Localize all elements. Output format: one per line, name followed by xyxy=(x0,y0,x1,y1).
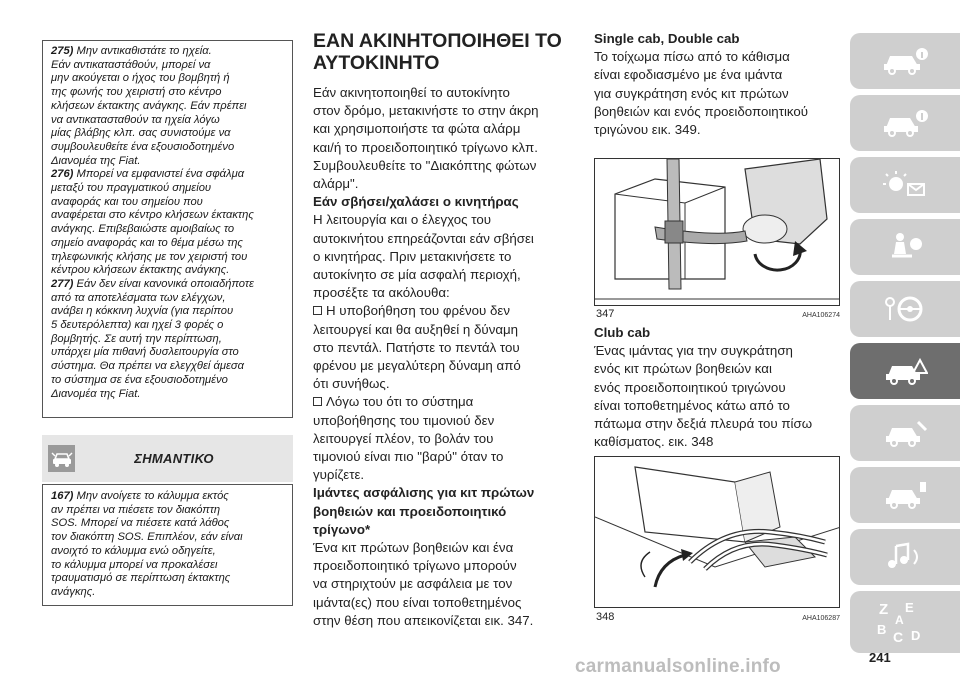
notes-box xyxy=(42,40,293,418)
car-warning-icon xyxy=(48,445,75,472)
bullet-text: Η υποβοήθηση του φρένου δεν λειτουργεί και θα αυξηθεί η δύναμη στο πεντάλ. Πατήστε το πεντάλ του φρένου με μεγαλύτερη δύναμη από ότι συνήθως. xyxy=(313,303,521,392)
note-number: 276) xyxy=(51,168,74,181)
important-heading xyxy=(42,435,293,482)
tab-index[interactable] xyxy=(850,591,960,653)
maintenance-car-icon xyxy=(882,418,928,448)
right-column xyxy=(594,30,840,139)
steering-wheel-key-icon xyxy=(882,294,928,324)
bullet-steering xyxy=(313,393,563,484)
svg-text:B: B xyxy=(877,622,887,637)
bullet-brake xyxy=(313,302,563,393)
seat-strap-illustration xyxy=(595,159,840,306)
floor-strap-illustration xyxy=(595,457,840,608)
watermark: carmanualsonline.info xyxy=(575,656,781,677)
tab-car-key-info[interactable] xyxy=(850,95,960,151)
note-number: 167) xyxy=(51,490,74,502)
tab-breakdown-emergency[interactable] xyxy=(850,343,960,399)
straps-paragraph: Ένα κιτ πρώτων βοηθειών και ένα προειδοποιητικό τρίγωνο μπορούν να στηριχτούν με ασφάλεια με τον ιμάντα(ες) που είναι τοποθετημένος στην θέση που απεικονίζεται εικ. 347. xyxy=(313,540,534,628)
tab-dashboard-lights[interactable] xyxy=(850,157,960,213)
svg-text:A: A xyxy=(895,613,904,627)
note-text: Μπορεί να εμφανιστεί ένα σφάλμα μεταξύ του πραγματικού σημείου αναφοράς και του σημείου που αναφέρεται στο κέντρο κλήσεων έκτακτης ανάγκης. Επιβεβαιώστε αμοιβαίως το σημείο αναφοράς και το θέμα μέσω της τηλεφωνικής κλήσης με τον χειριστή του κέντρου κλήσεων έκτακτης ανάγκης. xyxy=(51,168,254,277)
section-title: ΕΑΝ ΑΚΙΝΗΤΟΠΟΙΗΘΕΙ ΤΟ ΑΥΤΟΚΙΝΗΤΟ xyxy=(313,30,562,74)
car-info-icon xyxy=(882,46,928,76)
figure-number: 348 xyxy=(596,611,615,623)
svg-text:D: D xyxy=(911,628,921,643)
technical-data-icon xyxy=(882,480,928,510)
engine-paragraph: Η λειτουργία και ο έλεγχος του αυτοκινήτου επηρεάζονται εάν σβήσει ο κινητήρας. Πριν μετακινήσετε το αυτοκίνητο σε μία ασφαλή περιοχή, προσέξτε τα ακόλουθα: xyxy=(313,212,534,301)
multimedia-icon xyxy=(882,542,928,572)
figure-347 xyxy=(594,158,840,306)
note-276 xyxy=(51,168,286,278)
middle-column xyxy=(313,30,563,630)
figure-348 xyxy=(594,456,840,608)
tab-maintenance-car[interactable] xyxy=(850,405,960,461)
tab-car-info[interactable] xyxy=(850,33,960,89)
figure-code: AHA106274 xyxy=(802,312,840,319)
tab-multimedia[interactable] xyxy=(850,529,960,585)
club-cab-section xyxy=(594,324,840,451)
bullet-text: Λόγω του ότι το σύστημα υποβοήθησης του τιμονιού δεν λειτουργεί πλέον, το βολάν του τιμονιού είναι πιο "βαρύ" όταν το γυρίζετε. xyxy=(313,394,504,483)
club-cab-paragraph: Ένας ιμάντας για την συγκράτηση ενός κιτ πρώτων βοηθειών και ενός προειδοποιητικού τριγώνου είναι τοποθετημένος κάτω από το πάτωμα στην δεξιά πλευρά του πίσω καθίσματος. εικ. 348 xyxy=(594,343,813,450)
note-number: 275) xyxy=(51,45,74,57)
figure-348-caption xyxy=(596,611,840,623)
tab-steering-wheel-key[interactable] xyxy=(850,281,960,337)
note-275 xyxy=(51,45,286,168)
airbag-seat-icon xyxy=(882,232,928,262)
straps-heading: Ιμάντες ασφάλισης για κιτ πρώτων βοηθειών και προειδοποιητικό τρίγωνο* xyxy=(313,485,535,537)
figure-code: AHA106287 xyxy=(802,615,840,622)
note-number: 277) xyxy=(51,277,74,290)
breakdown-emergency-icon xyxy=(882,356,928,386)
checkbox-bullet-icon xyxy=(313,306,322,315)
tab-technical-data[interactable] xyxy=(850,467,960,523)
svg-text:C: C xyxy=(893,629,904,645)
svg-text:E: E xyxy=(905,600,914,615)
note-167 xyxy=(51,490,286,600)
single-cab-heading: Single cab, Double cab xyxy=(594,31,740,46)
checkbox-bullet-icon xyxy=(313,397,322,406)
single-cab-paragraph: Το τοίχωμα πίσω από το κάθισμα είναι εφοδιασμένο με ένα ιμάντα για συγκράτηση ενός κιτ πρώτων βοηθειών και ενός προειδοποιητικού τριγώνου εικ. 349. xyxy=(594,49,809,138)
club-cab-heading: Club cab xyxy=(594,325,651,340)
important-box xyxy=(42,484,293,606)
car-key-info-icon xyxy=(882,108,928,138)
engine-heading: Εάν σβήσει/χαλάσει ο κινητήρας xyxy=(313,194,519,210)
important-title: ΣΗΜΑΝΤΙΚΟ xyxy=(134,451,214,466)
chapter-tabs xyxy=(850,33,960,653)
note-text: Μην αντικαθιστάτε το ηχεία. Εάν αντικαταστάθούν, μπορεί να μην ακούγεται ο ήχος του βομβητή ή της φωνής του χειριστή στο κέντρο κλήσεων έκτακτης ανάγκης. Εάν πρέπει να αντικατασταθούν τα ηχεία λόγω μίας βλάβης κλπ. σας συνιστούμε να συμβουλευθείτε ένα εξουσιοδοτημένο Διανομέα της Fiat. xyxy=(51,45,247,167)
figure-347-caption xyxy=(596,308,840,320)
dashboard-lights-icon xyxy=(882,170,928,200)
note-text: Μην ανοίγετε το κάλυμμα εκτός αν πρέπει να πιέσετε τον διακόπτη SOS. Μπορεί να πιέσετε κατά λάθος τον διακόπτη SOS. Επιπλέον, εάν είναι ανοιχτό το κάλυμμα ενώ οδηγείτε, το κάλυμμα μπορεί να προκαλέσει τραυματισμό σε περίπτωση έκτακτης ανάγκης. xyxy=(51,490,243,598)
index-letters-icon xyxy=(875,598,935,646)
tab-airbag-seat[interactable] xyxy=(850,219,960,275)
note-text: Εάν δεν είναι κανονικά οποιαδήποτε από τα αποτελέσματα των ελέγχων, ανάβει η κόκκινη λυχνία (για περίπου 5 δευτερόλεπτα) και ηχεί 3 φορές ο βομβητής. Σε αυτή την περίπτωση, υπάρχει μία πιθανή δυσλειτουργία στο σύστημα. Θα πρέπει να ελεγχθεί άμεσα το σύστημα σε ένα εξουσιοδοτημένο Διανομέα της Fiat. xyxy=(51,277,254,400)
intro-paragraph: Εάν ακινητοποιηθεί το αυτοκίνητο στον δρόμο, μετακινήστε το στην άκρη και χρησιμοποιήστε τα φώτα αλάρμ και/ή το προειδοποιητικό τρίγωνο κλπ. Συμβουλευθείτε το "Διακόπτης φώτων αλάρμ". xyxy=(313,85,539,192)
figure-number: 347 xyxy=(596,308,615,320)
svg-text:Z: Z xyxy=(879,601,889,618)
page-number: 241 xyxy=(869,650,891,665)
note-277 xyxy=(51,278,286,401)
